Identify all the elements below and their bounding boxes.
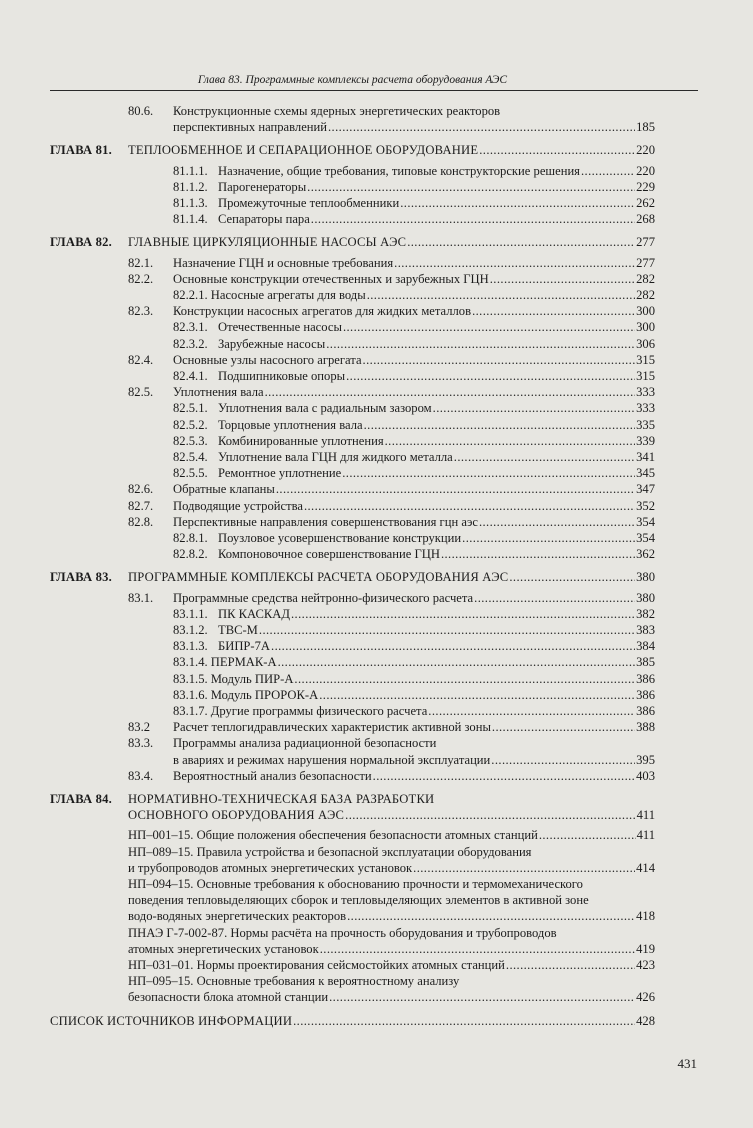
dot-leader xyxy=(491,752,635,768)
toc-page-number: 385 xyxy=(636,655,655,670)
toc-entry-title: ПК КАСКАД xyxy=(218,606,290,621)
dot-leader xyxy=(293,1013,635,1029)
dot-leader xyxy=(329,989,635,1005)
dot-leader xyxy=(385,433,635,449)
dot-leader xyxy=(474,590,635,606)
toc-page-number: 300 xyxy=(636,304,655,319)
toc-entry xyxy=(0,255,753,271)
toc-entry-number: 81.1.2. xyxy=(173,179,208,194)
toc-entry-title: Программы анализа радиационной безопасности xyxy=(173,736,437,751)
dot-leader xyxy=(413,860,635,876)
toc-page-number: 423 xyxy=(636,958,655,972)
dot-leader xyxy=(307,179,635,195)
toc-entry xyxy=(0,449,753,465)
toc-entry-title: Ремонтное уплотнение xyxy=(218,466,342,481)
toc-entry-title: Парогенераторы xyxy=(218,179,307,194)
dot-leader xyxy=(581,163,635,179)
dot-leader xyxy=(506,957,635,973)
toc-entry-title: безопасности блока атомной станции xyxy=(128,990,329,1005)
toc-entry xyxy=(0,530,753,546)
toc-page-number: 380 xyxy=(636,590,655,605)
dot-leader xyxy=(291,606,635,622)
toc-entry xyxy=(0,973,753,1005)
toc-entry xyxy=(0,163,753,179)
dot-leader xyxy=(363,352,636,368)
toc-entry xyxy=(0,368,753,384)
toc-entry-title: Зарубежные насосы xyxy=(218,336,326,351)
toc-entry-title: Компоновочное совершенствование ГЦН xyxy=(218,547,440,562)
toc-entry-title: Уплотнения вала с радиальным зазором xyxy=(218,401,432,416)
toc-page-number: 395 xyxy=(636,752,655,767)
toc-page-number: 347 xyxy=(636,482,655,497)
toc-page-number: 418 xyxy=(636,909,655,924)
toc-page-number: 185 xyxy=(636,120,655,135)
toc-entry-title: Назначение ГЦН и основные требования xyxy=(173,255,394,270)
toc-entry xyxy=(0,319,753,335)
toc-entry-title: НП–089–15. Правила устройства и безопасной эксплуатации оборудования xyxy=(128,844,532,859)
toc-entry xyxy=(0,768,753,784)
dot-leader xyxy=(345,807,635,823)
toc-entry-title: Подводящие устройства xyxy=(173,498,303,513)
toc-entry-title: НП–001–15. Общие положения обеспечения безопасности атомных станций xyxy=(128,828,538,843)
dot-leader xyxy=(259,622,635,638)
dot-leader xyxy=(454,449,635,465)
toc-entry xyxy=(0,384,753,400)
dot-leader xyxy=(479,142,635,158)
dot-leader xyxy=(278,654,636,670)
toc-entry-number: 82.1. xyxy=(128,255,154,270)
toc-entry-title: водо-водяных энергетических реакторов xyxy=(128,909,347,924)
toc-page-number: 354 xyxy=(636,514,655,529)
toc-entry-number: 81.1.1. xyxy=(173,163,208,178)
toc-page-number: 315 xyxy=(636,369,655,383)
toc-entry-title: ПНАЭ Г-7-002-87. Нормы расчёта на прочность оборудования и трубопроводов xyxy=(128,925,557,940)
toc-entry-number: 82.3.2. xyxy=(173,336,208,351)
dot-leader xyxy=(472,303,635,319)
toc-entry-title: 83.1.7. Другие программы физического расчета xyxy=(173,704,428,718)
dot-leader xyxy=(509,569,635,585)
toc-entry-number: 82.3. xyxy=(128,304,154,319)
toc-entry-title: Конструкции насосных агрегатов для жидких металлов xyxy=(173,304,472,319)
dot-leader xyxy=(394,255,635,271)
toc-page-number: 388 xyxy=(636,720,655,735)
toc-entry xyxy=(0,179,753,195)
toc-page-number: 341 xyxy=(636,450,655,464)
toc-entry-number: ГЛАВА 83. xyxy=(50,570,112,585)
toc-entry-number: 83.4. xyxy=(128,768,154,783)
toc-entry xyxy=(0,590,753,606)
toc-page-number: 333 xyxy=(636,385,655,400)
toc-page-number: 384 xyxy=(636,639,655,654)
toc-page-number: 339 xyxy=(636,433,655,448)
toc-entry-number: 83.1.1. xyxy=(173,606,208,621)
toc-entry xyxy=(0,211,753,227)
toc-entry xyxy=(0,876,753,925)
toc-page-number: 300 xyxy=(636,320,655,335)
toc-entry-number: 81.1.4. xyxy=(173,212,208,227)
dot-leader xyxy=(304,498,635,514)
toc-entry-number: 82.8. xyxy=(128,514,154,529)
toc-page-number: 382 xyxy=(636,606,655,621)
toc-entry-title: Конструкционные схемы ядерных энергетических реакторов xyxy=(173,104,501,118)
dot-leader xyxy=(479,514,635,530)
toc-entry xyxy=(0,481,753,497)
dot-leader xyxy=(492,719,635,735)
toc-entry-title: 83.1.6. Модуль ПРОРОК-А xyxy=(173,687,319,702)
toc-entry xyxy=(0,735,753,767)
dot-leader xyxy=(367,287,635,303)
dot-leader xyxy=(271,638,635,654)
dot-leader xyxy=(328,119,635,135)
toc-entry-number: 83.1.3. xyxy=(173,639,208,654)
dot-leader xyxy=(346,368,635,384)
toc-entry-number: 82.8.1. xyxy=(173,531,208,545)
toc-entry xyxy=(0,671,753,687)
toc-entry-title: Поузловое усовершенствование конструкции xyxy=(218,531,462,545)
toc-entry-title: Промежуточные теплообменники xyxy=(218,196,400,210)
toc-entry xyxy=(0,719,753,735)
toc-entry-title: Обратные клапаны xyxy=(173,482,275,497)
dot-leader xyxy=(265,384,636,400)
toc-entry-title: Уплотнение вала ГЦН для жидкого металла xyxy=(218,450,453,464)
toc-entry xyxy=(0,827,753,843)
toc-chapter xyxy=(0,1013,753,1029)
toc-entry xyxy=(0,465,753,481)
toc-entry xyxy=(0,287,753,303)
toc-page-number: 411 xyxy=(636,828,655,843)
dot-leader xyxy=(276,481,635,497)
toc-entry-number: 82.5.2. xyxy=(173,417,208,432)
toc-entry-title: 82.2.1. Насосные агрегаты для воды xyxy=(173,288,366,302)
toc-entry-title: Программные средства нейтронно-физического расчета xyxy=(173,590,474,605)
toc-entry xyxy=(0,352,753,368)
toc-entry-title: Сепараторы пара xyxy=(218,212,310,227)
toc-entry-number: ГЛАВА 82. xyxy=(50,235,112,250)
toc-page-number: 335 xyxy=(636,417,655,432)
toc-entry-title: ТЕПЛООБМЕННОЕ И СЕПАРАЦИОННОЕ ОБОРУДОВАНИЕ xyxy=(128,143,479,158)
toc-page-number: 419 xyxy=(636,941,655,956)
dot-leader xyxy=(347,908,635,924)
toc-entry xyxy=(0,622,753,638)
toc-page-number: 306 xyxy=(636,336,655,351)
toc-entry xyxy=(0,433,753,449)
dot-leader xyxy=(294,671,635,687)
toc-entry-number: 82.4.1. xyxy=(173,369,208,383)
toc-entry-title: перспективных направлений xyxy=(173,120,327,135)
dot-leader xyxy=(441,546,635,562)
toc-page-number: 220 xyxy=(636,163,655,178)
toc-entry-title: Основные узлы насосного агрегата xyxy=(173,352,362,367)
toc-page-number: 282 xyxy=(636,288,655,302)
toc-entry-number: 82.5.3. xyxy=(173,433,208,448)
toc-entry-title: Отечественные насосы xyxy=(218,320,342,335)
toc-entry-title: ГЛАВНЫЕ ЦИРКУЛЯЦИОННЫЕ НАСОСЫ АЭС xyxy=(128,235,407,250)
toc-entry xyxy=(0,687,753,703)
dot-leader xyxy=(326,336,635,352)
toc-page-number: 383 xyxy=(636,623,655,637)
toc-page-number: 380 xyxy=(636,570,655,585)
toc-entry-number: 82.8.2. xyxy=(173,547,208,562)
dot-leader xyxy=(428,703,635,719)
toc-entry-title: НОРМАТИВНО-ТЕХНИЧЕСКАЯ БАЗА РАЗРАБОТКИ xyxy=(128,792,435,806)
toc-chapter xyxy=(0,142,753,158)
toc-page-number: 277 xyxy=(636,235,655,250)
toc-entry-title: НП–094–15. Основные требования к обоснованию прочности и термомеханического xyxy=(128,877,583,891)
toc-chapter xyxy=(0,569,753,585)
toc-page-number: 426 xyxy=(636,990,655,1005)
toc-entry xyxy=(0,844,753,876)
toc-entry-title: БИПР-7А xyxy=(218,639,271,654)
toc-entry-number: 82.7. xyxy=(128,498,154,513)
toc-entry-title: Комбинированные уплотнения xyxy=(218,433,384,448)
toc-page-number: 362 xyxy=(636,547,655,562)
toc-page-number: 282 xyxy=(636,271,655,286)
toc-page-number: 386 xyxy=(636,704,655,718)
toc-page-number: 268 xyxy=(636,212,655,227)
toc-entry-number: 82.5.1. xyxy=(173,401,208,416)
toc-entry xyxy=(0,303,753,319)
toc-entry xyxy=(0,654,753,670)
toc-entry-title: и трубопроводов атомных энергетических установок xyxy=(128,860,413,875)
toc-page-number: 229 xyxy=(636,179,655,194)
toc-page-number: 333 xyxy=(636,401,655,416)
toc-entry-number: 82.4. xyxy=(128,352,154,367)
toc-entry xyxy=(0,195,753,211)
toc-chapter xyxy=(0,791,753,823)
toc-page-number: 428 xyxy=(636,1013,655,1028)
page-number: 431 xyxy=(677,1056,697,1071)
toc-page-number: 386 xyxy=(636,671,655,686)
toc-entry-number: ГЛАВА 84. xyxy=(50,792,112,806)
toc-entry-title: в авариях и режимах нарушения нормальной эксплуатации xyxy=(173,752,491,767)
toc-entry-title: 83.1.4. ПЕРМАК-А xyxy=(173,655,277,670)
toc-entry-title: ОСНОВНОГО ОБОРУДОВАНИЯ АЭС xyxy=(128,808,345,823)
toc-entry-number: 83.1. xyxy=(128,590,154,605)
toc-entry xyxy=(0,400,753,416)
toc-entry-title: ПРОГРАММНЫЕ КОМПЛЕКСЫ РАСЧЕТА ОБОРУДОВАНИЯ АЭС xyxy=(128,570,509,585)
toc-entry xyxy=(0,103,753,135)
dot-leader xyxy=(373,768,635,784)
toc-entry-number: 82.5. xyxy=(128,385,154,400)
toc-entry-title: 83.1.5. Модуль ПИР-А xyxy=(173,671,294,686)
dot-leader xyxy=(407,234,635,250)
toc-page-number: 277 xyxy=(636,255,655,270)
running-head: Глава 83. Программные комплексы расчета оборудования АЭС xyxy=(197,74,508,86)
dot-leader xyxy=(433,400,635,416)
toc-entry-title: Подшипниковые опоры xyxy=(218,369,346,383)
toc-entry-title: Вероятностный анализ безопасности xyxy=(173,768,372,783)
dot-leader xyxy=(343,319,635,335)
toc-entry xyxy=(0,336,753,352)
toc-entry-title: Расчет теплогидравлических характеристик активной зоны xyxy=(173,720,491,735)
toc-entry-title: поведения тепловыделяющих сборок и тепловыделяющих элементов в активной зоне xyxy=(128,893,589,908)
dot-leader xyxy=(539,827,636,843)
toc-entry xyxy=(0,606,753,622)
dot-leader xyxy=(364,417,636,433)
toc-entry-number: 83.2 xyxy=(128,720,151,735)
toc-entry-title: Торцовые уплотнения вала xyxy=(218,417,363,432)
toc-entry xyxy=(0,271,753,287)
dot-leader xyxy=(462,530,635,546)
toc-entry-title: СПИСОК ИСТОЧНИКОВ ИНФОРМАЦИИ xyxy=(50,1013,293,1028)
toc-page-number: 220 xyxy=(636,143,655,158)
toc-entry-title: Уплотнения вала xyxy=(173,385,264,400)
toc-entry xyxy=(0,957,753,973)
toc-entry-number: 83.1.2. xyxy=(173,623,208,637)
toc-entry-number: 80.6. xyxy=(128,104,154,118)
toc-entry-title: НП–095–15. Основные требования к вероятностному анализу xyxy=(128,974,460,989)
toc-page-number: 262 xyxy=(636,196,655,210)
toc-entry-number: 82.3.1. xyxy=(173,320,208,335)
toc-entry xyxy=(0,417,753,433)
toc-page-number: 403 xyxy=(636,768,655,783)
toc-page-number: 354 xyxy=(636,531,655,545)
toc-page-number: 411 xyxy=(636,808,655,823)
toc-entry-number: 82.5.4. xyxy=(173,450,208,464)
toc-entry-title: Назначение, общие требования, типовые конструкторские решения xyxy=(218,163,580,178)
toc-entry xyxy=(0,498,753,514)
toc-chapter xyxy=(0,234,753,250)
dot-leader xyxy=(311,211,635,227)
toc-entry-number: 82.2. xyxy=(128,271,154,286)
toc-page-number: 386 xyxy=(636,687,655,702)
toc-entry-number: ГЛАВА 81. xyxy=(50,143,112,158)
toc-entry-number: 82.6. xyxy=(128,482,154,497)
toc-entry-number: 83.3. xyxy=(128,736,154,751)
toc-entry xyxy=(0,514,753,530)
toc-page-number: 414 xyxy=(636,860,655,875)
dot-leader xyxy=(319,687,635,703)
toc-entry xyxy=(0,925,753,957)
toc-page-number: 352 xyxy=(636,498,655,513)
toc-entry-number: 81.1.3. xyxy=(173,196,208,210)
toc-page-number: 315 xyxy=(636,352,655,367)
toc-entry-number: 82.5.5. xyxy=(173,466,208,481)
dot-leader xyxy=(490,271,635,287)
toc-entry-title: ТВС-М xyxy=(218,623,258,637)
toc-entry xyxy=(0,703,753,719)
toc-entry xyxy=(0,638,753,654)
toc-entry-title: НП–031–01. Нормы проектирования сейсмостойких атомных станций xyxy=(128,958,505,972)
dot-leader xyxy=(400,195,635,211)
toc-entry xyxy=(0,546,753,562)
toc-entry-title: Основные конструкции отечественных и зарубежных ГЦН xyxy=(173,271,489,286)
toc-entry-title: Перспективные направления совершенствования гцн аэс xyxy=(173,514,478,529)
dot-leader xyxy=(342,465,635,481)
toc-page-number: 345 xyxy=(636,466,655,481)
dot-leader xyxy=(320,941,635,957)
toc-entry-title: атомных энергетических установок xyxy=(128,941,319,956)
